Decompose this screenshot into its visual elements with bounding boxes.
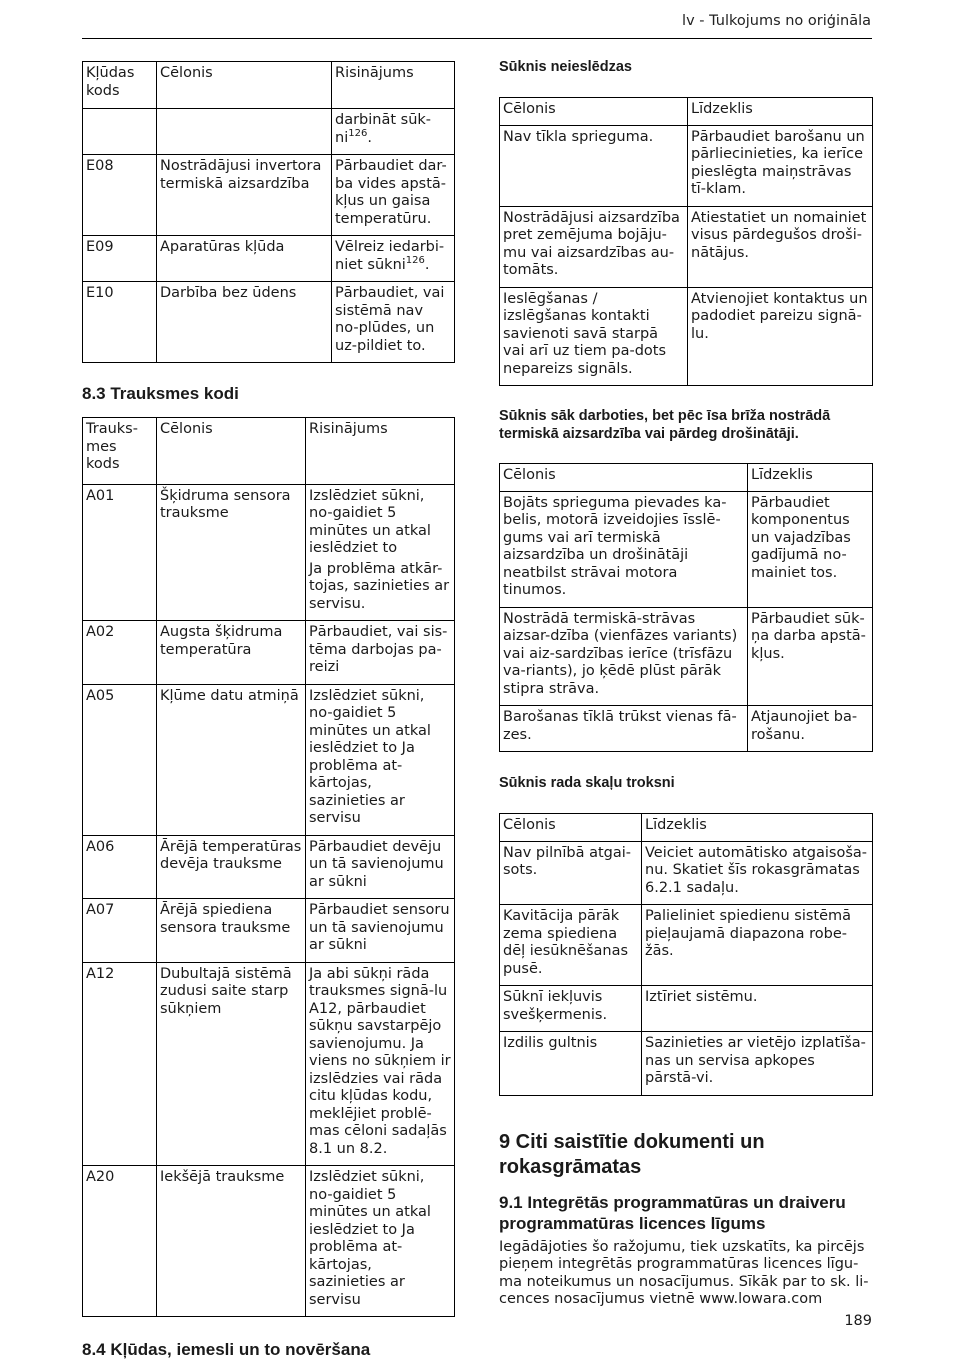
table-row [83,962,455,1166]
header-cell: Līdzeklis [688,98,873,126]
remedy-cell: Iztīriet sistēmu. [642,986,873,1032]
table-header-row [500,98,873,126]
cause-cell: Kļūme datu atmiņā [157,684,306,835]
remedy-cell [306,484,455,621]
header-cell: Trauks-mes kods [83,418,157,485]
remedy-text: Izslēdziet sūkni, no-gaidiet 5 minūtes un atkal ieslēdziet to [309,487,431,556]
cause-cell: Sūknī iekļuvis svešķermenis. [500,986,642,1032]
table-header-row [83,62,455,109]
table-row [83,684,455,835]
remedy-cell: Pārbaudiet, vai sis-tēma darbojas pa-reizi [306,621,455,685]
cause-cell: Izdilis gultnis [500,1032,642,1096]
code-cell [83,109,157,155]
block-heading-thermal-trip: Sūknis sāk darboties, bet pēc īsa brīža nostrādā termiskā aizsardzība vai pārdeg drošinātāji. [499,408,831,442]
table-row [500,986,873,1032]
cause-cell: Kavitācija pārāk zema spiediena dēļ iesūknēšanas pusē. [500,905,642,986]
page-number: 189 [844,1313,872,1329]
cause-cell: Nav tīkla sprieguma. [500,125,688,206]
remedy-cell: Ja abi sūkņi rāda trauksmes signā-lu A12, pārbaudiet sūkņu savstarpējo savienojumu. Ja viens no sūkņiem ir izslēdzies vai rāda citu kļūdas kodu, meklējiet problē-mas cēloni sadaļās 8.1 un 8.2. [306,962,455,1166]
cause-cell: Ārējā spiediena sensora trauksme [157,899,306,963]
remedy-cell: Veiciet automātisko atgaisoša-nu. Skatiet šīs rokasgrāmatas 6.2.1 sadaļu. [642,841,873,905]
table-row [83,1166,455,1317]
code-cell: A05 [83,684,157,835]
remedy-cell: Pārbaudiet, vai sistēmā nav no-plūdes, un uz-pildiet to. [332,282,455,363]
license-paragraph: Iegādājoties šo ražojumu, tiek uzskatīts, ka pircējs pieņem integrētās programmatūras licences līgu-ma noteikumus un nosacījumus. Sīkāk par to sk. li-cences nosacījumus vietnē www.lowara.com [499,1238,869,1307]
table-row [500,125,873,206]
right-column [499,58,873,1309]
code-cell: E08 [83,155,157,236]
table-row [83,484,455,621]
table-row [500,491,873,607]
remedy-text: Vēlreiz iedarbi-niet sūkni [335,239,445,273]
section-9-1-heading: 9.1 Integrētās programmatūras un draiveru programmatūras licences līgums [499,1192,846,1233]
thermal-trip-table [499,463,873,752]
header-cell: Cēlonis [500,464,748,492]
block-heading-noise: Sūknis rada skaļu troksni [499,775,675,791]
cause-cell: Nostrādā termiskā-strāvas aizsar-dzība (vienfāzes variants) vai aiz-sardzības ierīce (trīsfāzu va-riants), jo ķēdē plūst pārāk stipra strāva. [500,607,748,706]
header-cell: Līdzeklis [748,464,873,492]
section-8-3-heading: 8.3 Trauksmes kodi [82,384,239,403]
error-code-table [82,61,455,363]
cause-cell: Nav pilnībā atgai-sots. [500,841,642,905]
header-cell: Līdzeklis [642,814,873,842]
cause-cell: Augsta šķidruma temperatūra [157,621,306,685]
header-cell: Cēlonis [500,814,642,842]
code-cell: A20 [83,1166,157,1317]
section-8-4-heading: 8.4 Kļūdas, iemesli un to novēršana [82,1340,371,1359]
cause-cell: Ārējā temperatūras devēja trauksme [157,835,306,899]
table-row [500,905,873,986]
remedy-cell [332,109,455,155]
table-row [500,841,873,905]
cause-cell: Darbība bez ūdens [157,282,332,363]
left-column [82,61,455,1360]
header-rule [82,38,872,39]
noise-table [499,813,873,1096]
remedy-cell: Izslēdziet sūkni, no-gaidiet 5 minūtes un atkal ieslēdziet to Ja problēma at-kārtojas, sazinieties ar servisu [306,684,455,835]
code-cell: A06 [83,835,157,899]
header-cell: Cēlonis [157,418,306,485]
block-heading-pump-not-start: Sūknis neieslēdzas [499,59,632,75]
table-row [83,835,455,899]
footnote-ref: 126 [348,127,368,139]
cause-cell: Aparatūras kļūda [157,236,332,282]
footnote-ref: 126 [405,254,425,266]
table-row [500,206,873,287]
remedy-cell: Atiestatiet un nomainiet visus pārdegušos droši-nātājus. [688,206,873,287]
remedy-cell: Sazinieties ar vietējo izplatīša-nas un servisa apkopes pārstā-vi. [642,1032,873,1096]
remedy-cell: Pārbaudiet sūk-ņa darba apstā-kļus. [748,607,873,706]
table-row [83,155,455,236]
remedy-cell: Pārbaudiet komponentus un vajadzības gadījumā no-mainiet tos. [748,491,873,607]
table-row [83,621,455,685]
remedy-text: Ja problēma atkār-tojas, sazinieties ar servisu. [309,560,450,612]
running-header: lv - Tulkojums no oriģināla [682,13,871,29]
cause-cell: Iekšējā trauksme [157,1166,306,1317]
table-row [500,287,873,386]
remedy-cell: Atjaunojiet ba-rošanu. [748,706,873,752]
cause-cell: Barošanas tīklā trūkst vienas fā-zes. [500,706,748,752]
remedy-cell: Pārbaudiet barošanu un pārliecinieties, ka ierīce pieslēgta maiņstrāvas tī-klam. [688,125,873,206]
cause-cell: Šķidruma sensora trauksme [157,484,306,621]
code-cell: E09 [83,236,157,282]
cause-cell: Dubultajā sistēmā zudusi saite starp sūkņiem [157,962,306,1166]
code-cell: A12 [83,962,157,1166]
table-header-row [500,464,873,492]
cause-cell: Nostrādājusi aizsardzība pret zemējuma bojāju-mu vai aizsardzības au-tomāts. [500,206,688,287]
remedy-cell: Atvienojiet kontaktus un padodiet pareizu signā-lu. [688,287,873,386]
cause-cell: Bojāts sprieguma pievades ka-belis, motorā izveidojies īsslē-gums vai arī termiskā aizsardzība un drošinātāji neatbilst strāvai motora tinumos. [500,491,748,607]
remedy-cell [332,236,455,282]
header-cell: Risinājums [332,62,455,109]
header-cell: Risinājums [306,418,455,485]
remedy-cell: Pārbaudiet sensoru un tā savienojumu ar sūkni [306,899,455,963]
remedy-cell: Pārbaudiet devēju un tā savienojumu ar sūkni [306,835,455,899]
table-row [83,109,455,155]
remedy-cell: Izslēdziet sūkni, no-gaidiet 5 minūtes un atkal ieslēdziet to Ja problēma at-kārtojas, sazinieties ar servisu [306,1166,455,1317]
header-cell: Kļūdas kods [83,62,157,109]
header-cell: Cēlonis [500,98,688,126]
code-cell: A02 [83,621,157,685]
cause-cell: Ieslēgšanas / izslēgšanas kontakti savienoti savā starpā vai arī uz tiem pa-dots nepareizs signāls. [500,287,688,386]
remedy-text: darbināt sūk-ni [335,112,432,146]
cause-cell: Nostrādājusi invertora termiskā aizsardzība [157,155,332,236]
table-header-row [500,814,873,842]
header-cell: Cēlonis [157,62,332,109]
table-row [83,236,455,282]
code-cell: A07 [83,899,157,963]
section-9-heading: 9 Citi saistītie dokumenti un rokasgrāmatas [499,1130,765,1178]
table-header-row [83,418,455,485]
remedy-tail: . [367,129,372,146]
cause-cell [157,109,332,155]
table-row [500,706,873,752]
table-row [83,899,455,963]
code-cell: A01 [83,484,157,621]
remedy-tail: . [424,256,430,273]
code-cell: E10 [83,282,157,363]
table-row [500,1032,873,1096]
pump-not-start-table [499,97,873,386]
remedy-cell: Palieliniet spiedienu sistēmā pieļaujamā diapazona robe-žās. [642,905,873,986]
table-row [500,607,873,706]
table-row [83,282,455,363]
alarm-code-table [82,417,455,1317]
remedy-cell: Pārbaudiet dar-ba vides apstā-kļus un gaisa temperatūru. [332,155,455,236]
